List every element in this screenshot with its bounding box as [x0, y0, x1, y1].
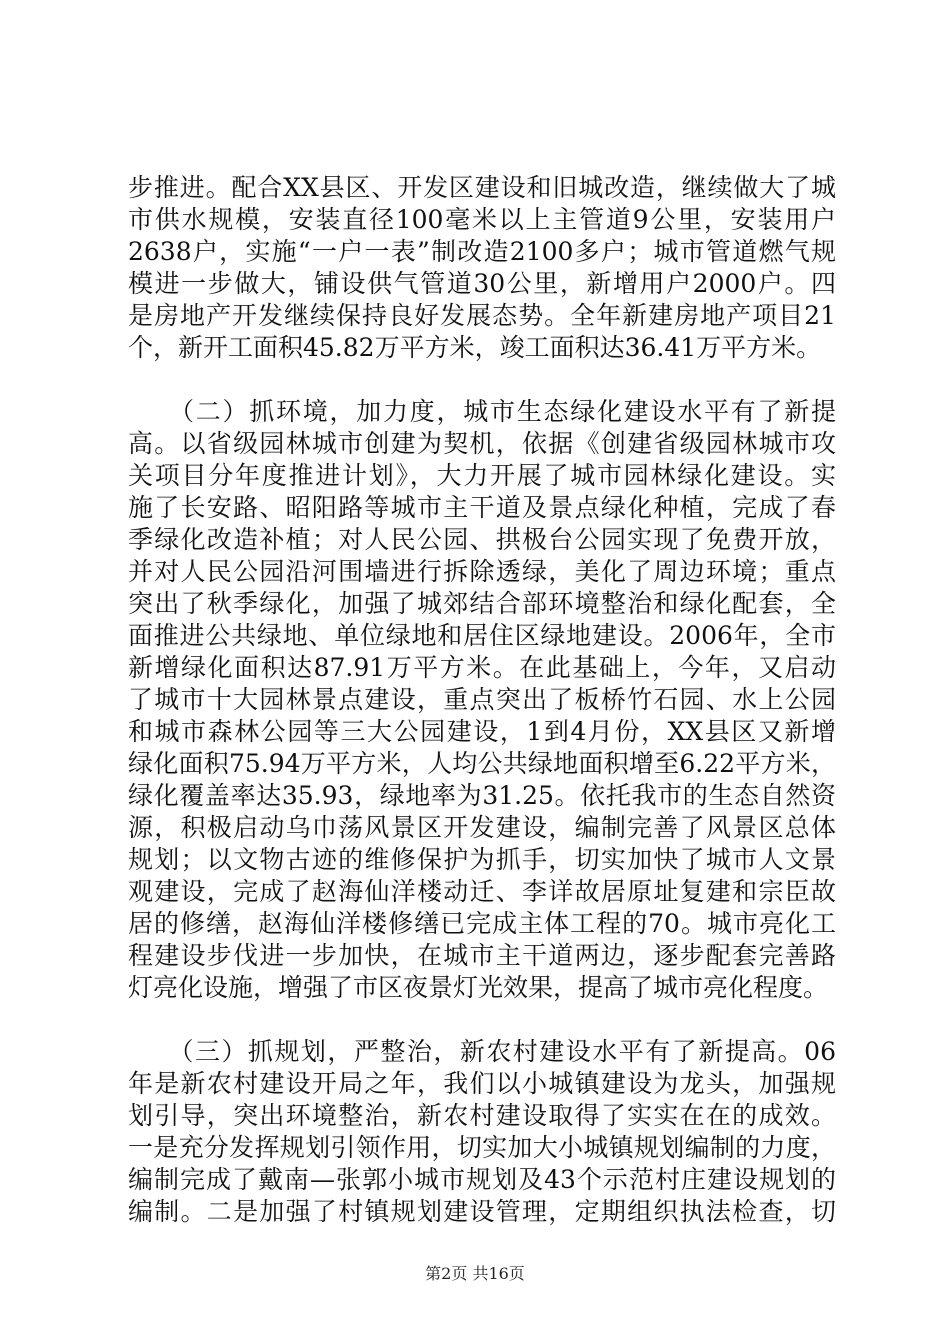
text-line: 编制。二是加强了村镇规划建设管理，定期组织执法检查，切 — [128, 1197, 836, 1226]
text-line: 个，新开工面积45.82万平方米，竣工面积达36.41万平方米。 — [128, 333, 822, 362]
text-line: 新增绿化面积达87.91万平方米。在此基础上，今年，又启动 — [128, 653, 836, 682]
paragraph-3 — [128, 1036, 836, 1228]
text-line: 源，积极启动乌巾荡风景区开发建设，编制完善了风景区总体 — [128, 813, 836, 842]
text-line: 2638户，实施“一户一表”制改造2100多户；城市管道燃气规 — [128, 237, 836, 266]
text-line: 面推进公共绿地、单位绿地和居住区绿地建设。2006年，全市 — [128, 621, 836, 650]
text-line: 居的修缮，赵海仙洋楼修缮已完成主体工程的70。城市亮化工 — [128, 909, 836, 938]
text-line: 了城市十大园林景点建设，重点突出了板桥竹石园、水上公园 — [128, 685, 836, 714]
page-number: 第2页 共16页 — [425, 1264, 525, 1283]
text-line: 绿化覆盖率达35.93，绿地率为31.25。依托我市的生态自然资 — [128, 781, 836, 810]
text-line: 灯亮化设施，增强了市区夜景灯光效果，提高了城市亮化程度。 — [128, 973, 829, 1002]
text-line: 步推进。配合XX县区、开发区建设和旧城改造，继续做大了城 — [128, 173, 836, 202]
text-line: 规划；以文物古迹的维修保护为抓手，切实加快了城市人文景 — [128, 845, 836, 874]
text-line: 划引导，突出环境整治，新农村建设取得了实实在在的成效。 — [128, 1101, 836, 1130]
text-line: 编制完成了戴南—张郭小城市规划及43个示范村庄建设规划的 — [128, 1165, 836, 1194]
text-line: 程建设步伐进一步加快，在城市主干道两边，逐步配套完善路 — [128, 941, 836, 970]
text-line: （三）抓规划，严整治，新农村建设水平有了新提高。06 — [128, 1037, 836, 1066]
paragraph-1 — [128, 172, 836, 364]
text-line: 一是充分发挥规划引领作用，切实加大小城镇规划编制的力度， — [128, 1133, 836, 1162]
text-line: 模进一步做大，铺设供气管道30公里，新增用户2000户。四 — [128, 269, 836, 298]
text-line: 施了长安路、昭阳路等城市主干道及景点绿化种植，完成了春 — [128, 493, 836, 522]
text-line: 是房地产开发继续保持良好发展态势。全年新建房地产项目21 — [128, 301, 836, 330]
text-line: 绿化面积75.94万平方米，人均公共绿地面积增至6.22平方米， — [128, 749, 836, 778]
text-line: 年是新农村建设开局之年，我们以小城镇建设为龙头，加强规 — [128, 1069, 836, 1098]
paragraph-2 — [128, 396, 836, 1004]
text-line: 和城市森林公园等三大公园建设，1到4月份，XX县区又新增 — [128, 717, 836, 746]
text-line: （二）抓环境，加力度，城市生态绿化建设水平有了新提 — [128, 397, 836, 426]
text-line: 关项目分年度推进计划》，大力开展了城市园林绿化建设。实 — [128, 461, 836, 490]
document-body — [128, 172, 836, 1228]
text-line: 突出了秋季绿化，加强了城郊结合部环境整治和绿化配套，全 — [128, 589, 836, 618]
text-line: 观建设，完成了赵海仙洋楼动迁、李详故居原址复建和宗臣故 — [128, 877, 836, 906]
text-line: 季绿化改造补植；对人民公园、拱极台公园实现了免费开放， — [128, 525, 836, 554]
text-line: 市供水规模，安装直径100毫米以上主管道9公里，安装用户 — [128, 205, 836, 234]
text-line: 高。以省级园林城市创建为契机，依据《创建省级园林城市攻 — [128, 429, 836, 458]
text-line: 并对人民公园沿河围墙进行拆除透绿，美化了周边环境；重点 — [128, 557, 836, 586]
